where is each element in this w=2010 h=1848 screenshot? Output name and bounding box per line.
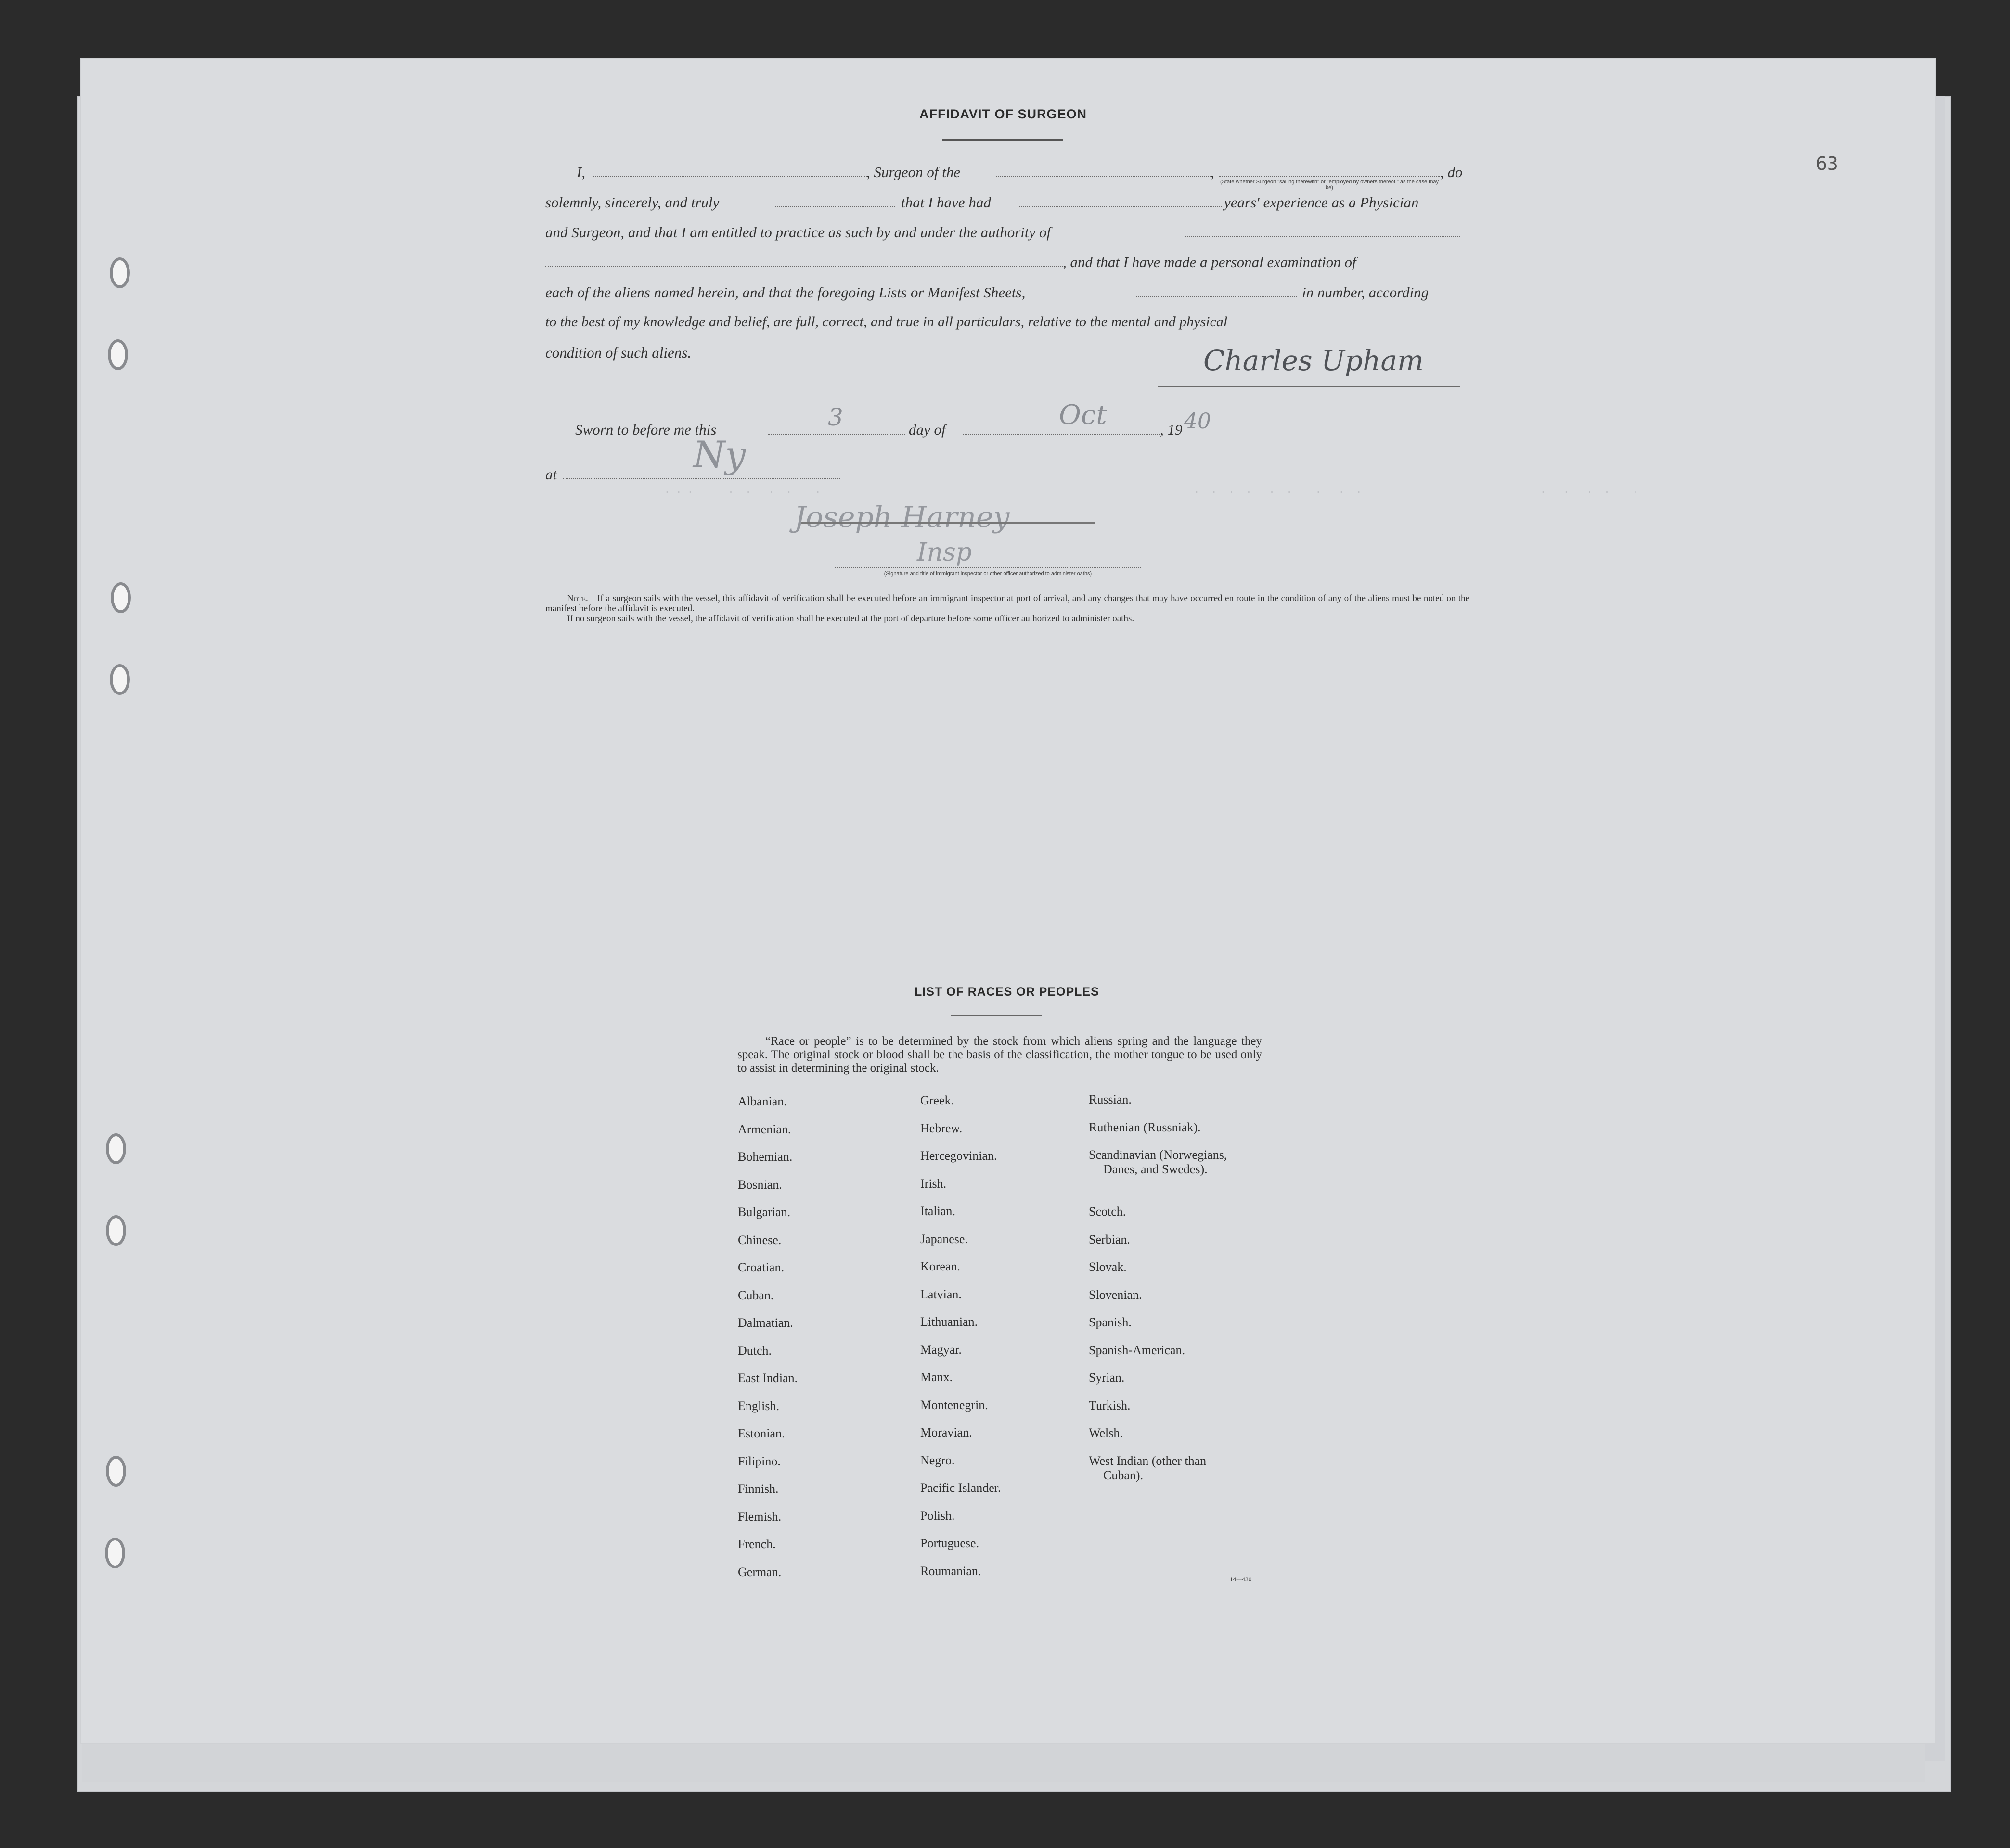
authority-field[interactable] <box>1185 236 1460 237</box>
note-paragraph-2: If no surgeon sails with the vessel, the affidavit of verification shall be executed at the port of departure before some officer authorized to administer oaths. <box>567 614 1134 624</box>
race-item: Hebrew. <box>920 1121 963 1135</box>
race-item: Spanish-American. <box>1089 1343 1185 1357</box>
race-item: West Indian (other than <box>1089 1453 1207 1468</box>
affidavit-line1-i: I, <box>577 164 586 180</box>
sworn-year-prefix: , 19 <box>1160 421 1183 438</box>
race-item: Finnish. <box>738 1482 779 1496</box>
binder-hole <box>111 582 131 613</box>
races-column-1 <box>738 1094 798 1592</box>
race-item: Irish. <box>920 1176 947 1191</box>
sworn-label: Sworn to before me this <box>575 421 717 438</box>
sworn-month-field[interactable] <box>963 434 1160 435</box>
races-intro <box>737 1035 1262 1075</box>
affidavit-line5-b: in number, according <box>1302 284 1429 301</box>
race-item: Spanish. <box>1089 1315 1132 1329</box>
race-item: Syrian. <box>1089 1371 1125 1385</box>
bleed-through: . . . . . . . . <box>664 484 821 495</box>
race-item-continuation: Danes, and Swedes). <box>1103 1162 1208 1176</box>
signature-caption: (Signature and title of immigrant inspector or other officer authorized to administer oaths) <box>884 571 1092 577</box>
races-column-3b <box>1089 1205 1206 1483</box>
binder-hole <box>108 339 128 370</box>
race-item: Armenian. <box>738 1122 791 1136</box>
race-item: Serbian. <box>1089 1232 1130 1246</box>
affidavit-line7: condition of such aliens. <box>545 344 692 361</box>
place-field[interactable] <box>563 478 840 479</box>
race-item: Scotch. <box>1089 1205 1126 1219</box>
form-number: 14—430 <box>1230 1576 1252 1583</box>
officer-signature-stroke <box>801 522 1095 524</box>
binder-hole <box>110 257 130 288</box>
surgeon-name-field[interactable] <box>593 176 867 177</box>
race-item: Italian. <box>920 1204 955 1218</box>
vessel-name-field[interactable] <box>996 176 1211 177</box>
sworn-day-field[interactable] <box>768 434 905 435</box>
vessel-note: (State whether Surgeon "sailing therewith" or "employed by owners thereof," as the case may be) <box>1220 179 1439 191</box>
affidavit-line3: and Surgeon, and that I am entitled to practice as such by and under the authority of <box>545 224 1051 241</box>
race-item: Bohemian. <box>738 1150 793 1164</box>
race-item: Ruthenian (Russniak). <box>1089 1120 1201 1134</box>
place-handwritten: Ny <box>693 433 746 476</box>
bleed-through: . . . . . <box>1540 484 1639 495</box>
race-item: Dutch. <box>738 1343 772 1358</box>
race-item: Scandinavian (Norwegians, <box>1089 1148 1227 1162</box>
note-lead: Note. <box>567 593 588 603</box>
race-item: French. <box>738 1537 776 1551</box>
affidavit-note <box>545 593 1469 624</box>
sheets-number-field[interactable] <box>1136 296 1297 297</box>
affidavit-line1-comma: , <box>1211 164 1214 180</box>
affidavit-line5-a: each of the aliens named herein, and that the foregoing Lists or Manifest Sheets, <box>545 284 1026 301</box>
affidavit-line6: to the best of my knowledge and belief, are full, correct, and true in all particulars, relative to the mental and physical <box>545 314 1228 330</box>
binder-hole <box>106 1456 126 1487</box>
sworn-day-of-label: day of <box>909 421 946 438</box>
race-item: Chinese. <box>738 1232 782 1247</box>
race-item: Turkish. <box>1089 1398 1131 1412</box>
race-item: Roumanian. <box>920 1564 981 1578</box>
race-item: Pacific Islander. <box>920 1481 1001 1495</box>
races-column-3a <box>1089 1092 1227 1177</box>
race-item: Greek. <box>920 1093 954 1107</box>
race-item: Latvian. <box>920 1287 962 1301</box>
race-item: Dalmatian. <box>738 1316 793 1330</box>
surgeon-signature-line <box>1158 386 1460 387</box>
race-item: Moravian. <box>920 1425 972 1439</box>
race-item: Filipino. <box>738 1454 781 1468</box>
document-page <box>81 59 1935 1743</box>
race-item: Polish. <box>920 1508 955 1523</box>
at-label: at <box>545 466 557 483</box>
bleed-through: . . . . . . . . . <box>1194 484 1362 495</box>
race-item: Bosnian. <box>738 1177 782 1192</box>
races-intro-text: “Race or people” is to be determined by the stock from which aliens spring and the language they speak. The original stock or blood shall be the basis of the classification, the mother tongue to be used only to assist in determining the original stock. <box>737 1035 1262 1075</box>
race-item-continuation: Cuban). <box>1103 1468 1144 1482</box>
race-item: Cuban. <box>738 1288 774 1302</box>
race-item: Portuguese. <box>920 1536 979 1550</box>
sworn-month: Oct <box>1059 399 1107 431</box>
note-paragraph-1: —If a surgeon sails with the vessel, this affidavit of verification shall be executed before an immigrant inspector at port of arrival, and any changes that may have occurred en route in the condition of any of the aliens must be noted on the manifest before the affidavit is executed. <box>545 593 1469 614</box>
race-item: Bulgarian. <box>738 1205 791 1219</box>
race-item: Albanian. <box>738 1094 787 1108</box>
race-item: Welsh. <box>1089 1426 1123 1440</box>
affidavit-line1-do: , do <box>1440 164 1463 180</box>
officer-signature: Joseph Harney <box>794 500 1010 534</box>
years-experience-field[interactable] <box>1019 206 1222 207</box>
race-item: German. <box>738 1565 782 1579</box>
race-item: Croatian. <box>738 1260 785 1274</box>
races-column-2 <box>920 1093 1001 1591</box>
oath-field[interactable] <box>773 206 895 207</box>
binder-hole <box>110 664 130 695</box>
race-item: Hercegovinian. <box>920 1149 997 1163</box>
race-item: Magyar. <box>920 1342 962 1357</box>
bottom-strip <box>82 1743 1925 1782</box>
officer-signature-field[interactable] <box>835 567 1141 568</box>
race-item: Lithuanian. <box>920 1315 978 1329</box>
surgeon-signature: Charles Upham <box>1203 344 1424 377</box>
race-item: English. <box>738 1399 779 1413</box>
affidavit-line2-b: that I have had <box>901 194 991 211</box>
binder-hole <box>106 1215 126 1246</box>
binder-hole <box>106 1133 126 1164</box>
officer-title: Insp <box>917 538 972 567</box>
race-item: Slovenian. <box>1089 1287 1142 1302</box>
affidavit-line1-surgeon-of: , Surgeon of the <box>866 164 961 180</box>
surgeon-status-field[interactable] <box>1219 176 1440 177</box>
races-title: LIST OF RACES OR PEOPLES <box>915 985 1099 999</box>
races-title-underline <box>951 1015 1042 1016</box>
race-item: East Indian. <box>738 1371 798 1385</box>
race-item: Slovak. <box>1089 1260 1127 1274</box>
authority-field-cont[interactable] <box>545 266 1063 267</box>
affidavit-line2-a: solemnly, sincerely, and truly <box>545 194 720 211</box>
page-number: 63 <box>1816 153 1838 174</box>
race-item: Montenegrin. <box>920 1398 988 1412</box>
race-item: Estonian. <box>738 1426 785 1440</box>
race-item: Japanese. <box>920 1232 968 1246</box>
race-item: Korean. <box>920 1259 961 1273</box>
affidavit-line4: , and that I have made a personal examination of <box>1063 254 1356 270</box>
race-item: Flemish. <box>738 1509 782 1524</box>
binder-hole <box>105 1538 125 1568</box>
sworn-day: 3 <box>828 403 843 431</box>
sworn-year: 40 <box>1184 409 1211 434</box>
race-item: Manx. <box>920 1370 953 1384</box>
title-underline <box>942 139 1063 141</box>
affidavit-line2-c: years' experience as a Physician <box>1224 194 1419 211</box>
affidavit-title: AFFIDAVIT OF SURGEON <box>919 107 1087 121</box>
race-item: Negro. <box>920 1453 955 1467</box>
race-item: Russian. <box>1089 1092 1132 1106</box>
